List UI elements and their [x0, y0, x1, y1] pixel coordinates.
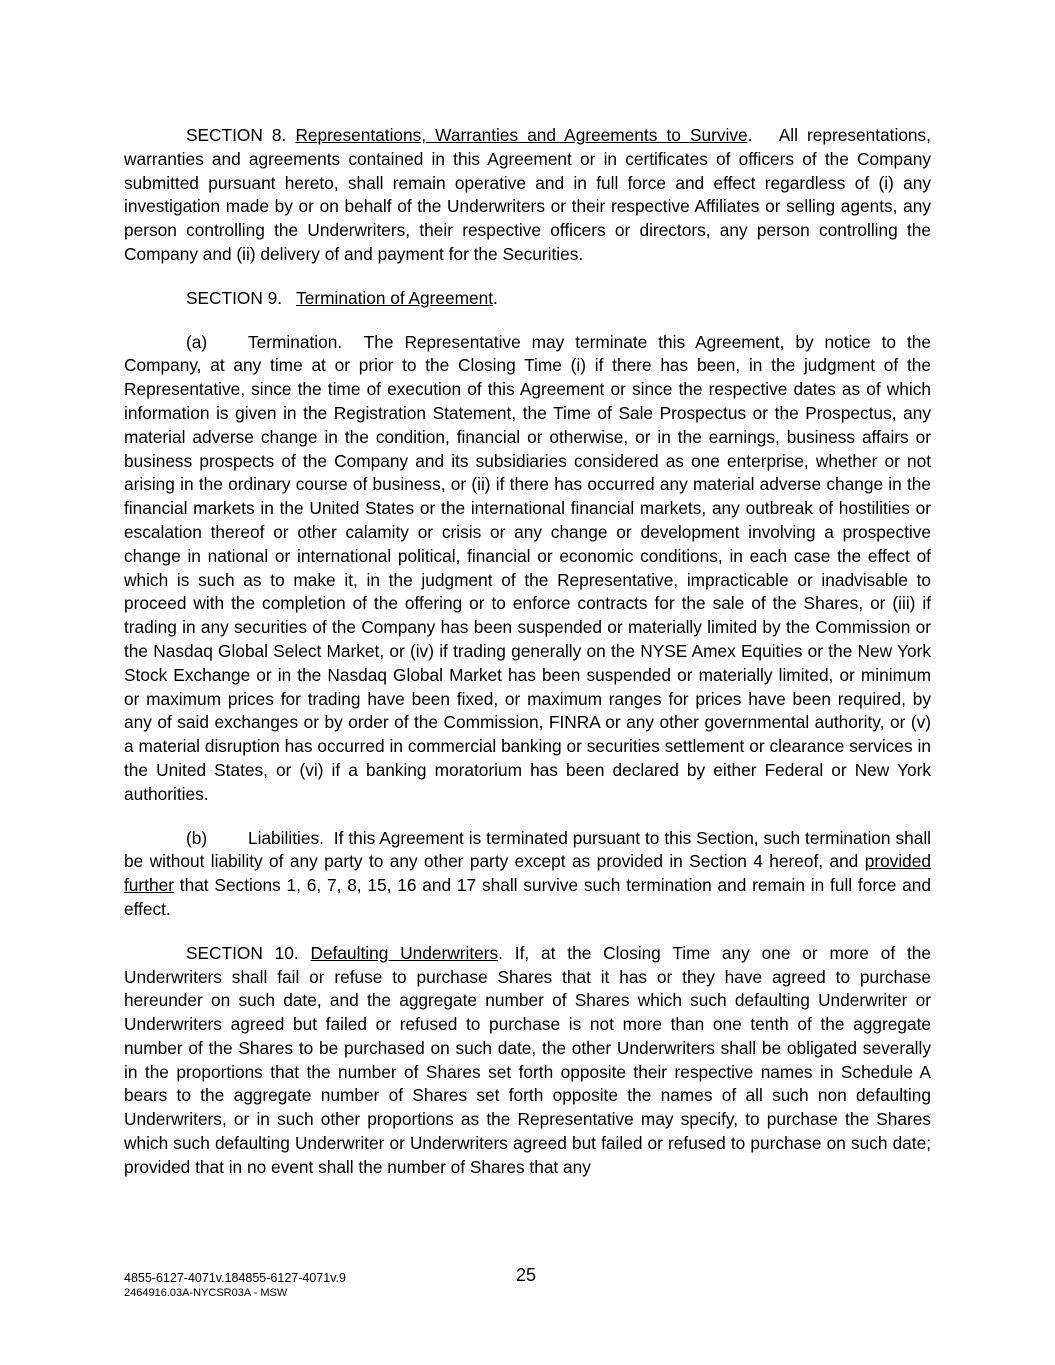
section-8-body: All representations, warranties and agreements contained in this Agreement or in certificates of officers of the Company submitted pursuant hereto, shall remain operative and in full force and effect regardless of (i) any investigation made by or on behalf of the Underwriters or their respective Affiliates or selling agents, any person controlling the Underwriters, their respective officers or directors, any person controlling the Company and (ii) delivery of and payment for the Securities. [124, 125, 931, 264]
section-8-title: Representations, Warranties and Agreements to Survive [295, 125, 748, 145]
document-page [124, 124, 931, 1200]
footer-document-id-block [124, 1270, 346, 1301]
section-9-heading: SECTION 9. [186, 287, 283, 308]
section-9b-paragraph [124, 827, 931, 922]
section-10-body: If, at the Closing Time any one or more of the Underwriters shall fail or refuse to purchase Shares that it has or they have agreed to purchase hereunder on such date, and the aggregate number of Shares which such defaulting Underwriter or Underwriters agreed but failed or refused to purchase is not more than one tenth of the aggregate number of the Shares to be purchased on such date, the other Underwriters shall be obligated severally in the proportions that the number of Shares set forth opposite their respective names in Schedule A bears to the aggregate number of Shares set forth opposite the names of all such non defaulting Underwriters, or in such other proportions as the Representative may specify, to purchase the Shares which such defaulting Underwriter or Underwriters agreed but failed or refused to purchase on such date; provided that in no event shall the number of Shares that any [124, 942, 931, 1177]
section-10-title: Defaulting Underwriters [310, 942, 499, 963]
section-10-paragraph: SECTION 10. Defaulting Underwriters. If, at the Closing Time any one or more of the Underwriters shall fail or refuse to purchase Shares that it has or they have agreed to purchase hereunder on such date, and the aggregate number of Shares which such defaulting Underwriter or Underwriters agreed but failed or refused to purchase is not more than one tenth of the aggregate number of the Shares to be purchased on such date, the other Underwriters shall be obligated severally in the proportions that the number of Shares set forth opposite their respective names in Schedule A bears to the aggregate number of Shares set forth opposite the names of all such non defaulting Underwriters, or in such other proportions as the Representative may specify, to purchase the Shares which such defaulting Underwriter or Underwriters agreed but failed or refused to purchase on such date; provided that in no event shall the number of Shares that any [124, 942, 931, 1177]
section-9b-body-end: that Sections 1, 6, 7, 8, 15, 16 and 17 shall survive such termination and remain in full force and effect. [124, 875, 932, 919]
section-9b-label: (b) [186, 827, 208, 848]
section-9-heading-paragraph: SECTION 9. Termination of Agreement. [186, 287, 498, 308]
section-9b-provided: provided [864, 851, 931, 872]
section-10-heading: SECTION 10. [186, 942, 299, 963]
section-9a-title: Termination. [248, 331, 343, 352]
footer-ref: 2464916.03A-NYCSR03A - MSW [124, 1287, 288, 1299]
section-8-heading: SECTION 8. [186, 125, 287, 145]
section-9b-body-start: If this Agreement is terminated pursuant to this Section, such termination shall be without liability of any party to any other party except as provided in Section 4 hereof, and [124, 827, 931, 872]
section-8-paragraph: SECTION 8. Representations, Warranties and Agreements to Survive. All representations, warranties and agreements contained in this Agreement or in certificates of officers of the Company submitted pursuant hereto, shall remain operative and in full force and effect regardless of (i) any investigation made by or on behalf of the Underwriters or their respective Affiliates or selling agents, any person controlling the Underwriters, their respective officers or directors, any person controlling the Company and (ii) delivery of and payment for the Securities. [124, 125, 931, 264]
section-9a-label: (a) [186, 331, 208, 352]
section-9a-paragraph [124, 331, 931, 807]
section-9a-body: The Representative may terminate this Agreement, by notice to the Company, at any time at or prior to the Closing Time (i) if there has been, in the judgment of the Representative, since the time of execution of this Agreement or since the respective dates as of which information is given in the Registration Statement, the Time of Sale Prospectus or the Prospectus, any material adverse change in the condition, financial or otherwise, or in the earnings, business affairs or business prospects of the Company and its subsidiaries considered as one enterprise, whether or not arising in the ordinary course of business, or (ii) if there has occurred any material adverse change in the financial markets in the United States or the international financial markets, any outbreak of hostilities or escalation thereof or other calamity or crisis or any change or development involving a prospective change in national or international political, financial or economic conditions, in each case the effect of which is such as to make it, in the judgment of the Representative, impracticable or inadvisable to proceed with the completion of the offering or to enforce contracts for the sale of the Shares, or (iii) if trading in any securities of the Company has been suspended or materially limited by the Commission or the Nasdaq Global Select Market, or (iv) if trading generally on the NYSE Amex Equities or the New York Stock Exchange or in the Nasdaq Global Market has been suspended or materially limited, or minimum or maximum prices for trading have been fixed, or maximum ranges for prices have been required, by any of said exchanges or by order of the Commission, FINRA or any other governmental authority, or (v) a material disruption has occurred in commercial banking or securities settlement or clearance services in the United States, or (vi) if a banking moratorium has been declared by either Federal or New York authorities. [124, 331, 931, 804]
section-9b-title: Liabilities. [248, 827, 324, 848]
footer-doc-id: 4855-6127-4071v.184855-6127-4071v.9 [124, 1271, 346, 1285]
section-9b-further: further [124, 875, 174, 896]
section-9-title: Termination of Agreement [296, 287, 494, 308]
page-number: 25 [516, 1265, 537, 1285]
